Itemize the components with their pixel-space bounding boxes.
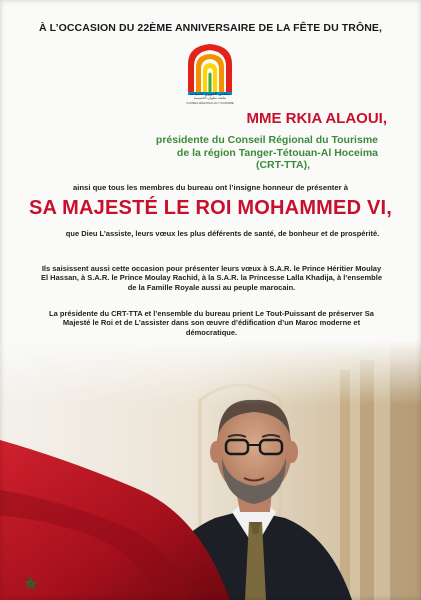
logo-caption-arabic-2: طنجة تطوان الحسيمة — [193, 96, 227, 101]
sender-role-line-1: présidente du Conseil Régional du Tourisme — [155, 134, 378, 146]
logo-caption — [180, 92, 240, 105]
paragraph-prayer: La présidente du CRT-TTA et l’ensemble du bureau prient Le Tout-Puissant de préserver Sa Majesté le Roi et de L’assister dans son œuvre d’édification d’un Maroc moderne et démocratique. — [49, 309, 374, 337]
king-portrait-image — [0, 340, 421, 600]
occasion-heading: À L’OCCASION DU 22ÈME ANNIVERSAIRE DE LA FÊTE DU TRÔNE, — [38, 22, 383, 34]
intro-text: ainsi que tous les membres du bureau ont l’insigne honneur de présenter à — [72, 183, 349, 192]
sender-role-line-2: de la région Tanger-Tétouan-Al Hoceima — [176, 146, 378, 159]
recipient-title: SA MAJESTÉ LE ROI MOHAMMED VI, — [28, 197, 393, 219]
logo-caption-french: CONSEIL RÉGIONAL DU TOURISME — [186, 100, 234, 105]
sender-name: MME RKIA ALAOUI, — [246, 110, 387, 127]
logo-caption-arabic-1: مجلس الجهوي للسياحة — [189, 91, 231, 96]
paragraph-wishes: que Dieu L’assiste, leurs vœux les plus déférents de santé, de bonheur et de prospérité. — [65, 229, 380, 238]
sender-role-line-3: (CRT-TTA), — [255, 159, 310, 171]
paragraph-royal-family: Ils saisissent aussi cette occasion pour présenter leurs vœux à S.A.R. le Prince Héritier Moulay El Hassan, à S.A.R. le Prince Moulay Rachid, à la S.A.R. la Princesse Lalla Khadija, à l’ensemble de la Famille Royale aussi au peuple marocain. — [41, 264, 382, 292]
sender-role — [48, 134, 378, 172]
